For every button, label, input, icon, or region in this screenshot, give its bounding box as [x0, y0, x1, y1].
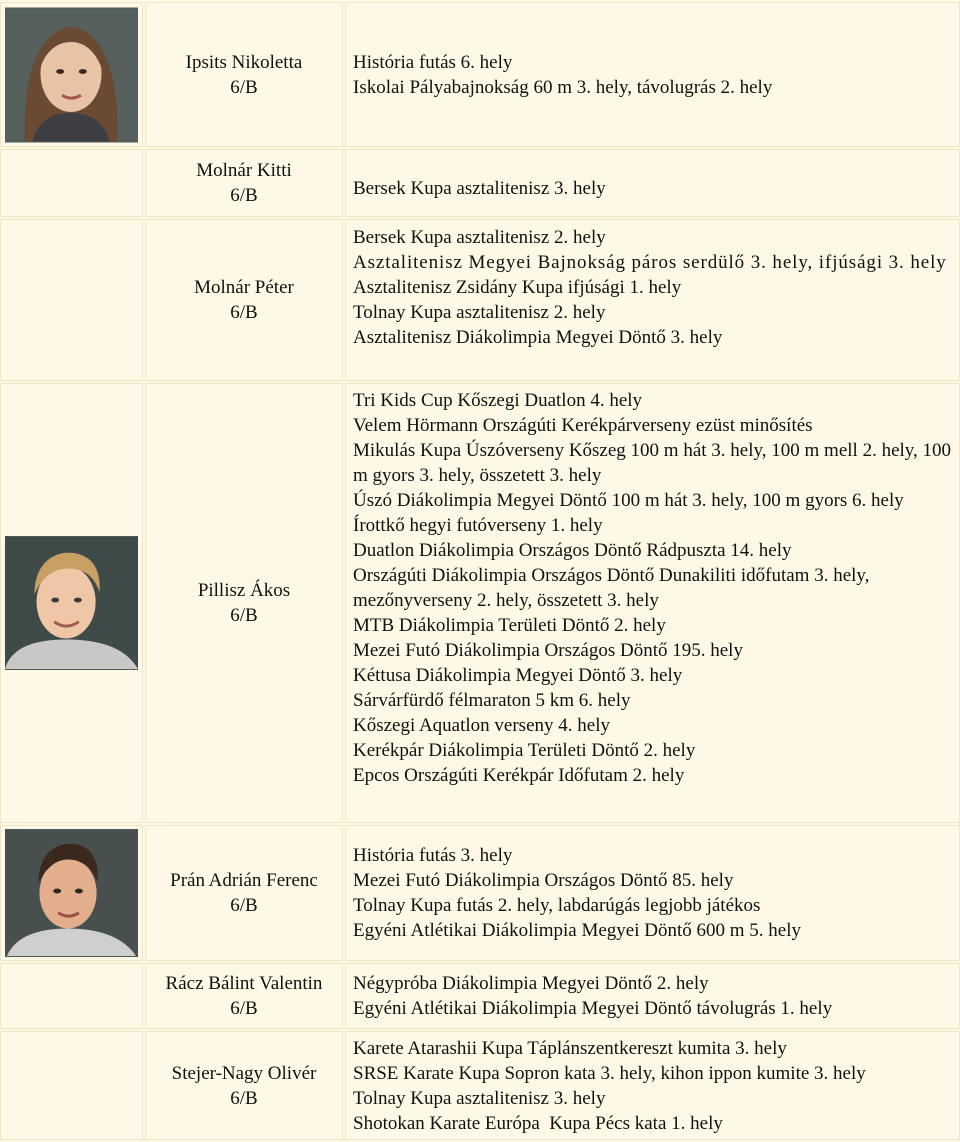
boy-portrait-blond-icon: [5, 536, 138, 670]
table-row: [0, 2, 960, 147]
achievement-item: História futás 3. hely: [353, 845, 513, 866]
name-cell: [145, 149, 343, 217]
name-cell: [145, 825, 343, 961]
student-class: 6/B: [230, 1087, 258, 1109]
table-row: [0, 383, 960, 823]
student-name: Rácz Bálint Valentin: [165, 973, 323, 994]
achievements-cell: [345, 825, 960, 961]
table-row: [0, 963, 960, 1029]
student-class: 6/B: [230, 605, 258, 626]
achievements-cell: [345, 383, 960, 823]
name-cell: [145, 383, 343, 823]
boy-portrait-dark-icon: [5, 829, 138, 957]
student-name: Molnár Kitti: [196, 160, 292, 181]
student-class: 6/B: [230, 76, 258, 98]
achievements-cell: [345, 1031, 960, 1140]
achievement-item: Egyéni Atlétikai Diákolimpia Megyei Döntő 600 m 5. hely: [353, 920, 802, 941]
student-name: Pillisz Ákos: [197, 580, 291, 601]
achievement-item: Írottkő hegyi futóverseny 1. hely: [353, 515, 603, 536]
student-class: 6/B: [230, 302, 258, 323]
name-cell: [145, 2, 343, 147]
achievement-item: Mezei Futó Diákolimpia Országos Döntő 85. hely: [353, 870, 734, 891]
student-name: Prán Adrián Ferenc: [170, 870, 318, 891]
photo-cell: [0, 1031, 143, 1140]
photo-cell: [0, 825, 143, 961]
achievement-item: História futás 6. hely: [353, 51, 513, 73]
achievement-item: Asztalitenisz Megyei Bajnokság páros serdülő 3. hely, ifjúsági 3. hely: [353, 252, 947, 273]
student-class: 6/B: [230, 185, 258, 206]
achievement-item: Tolnay Kupa asztalitenisz 2. hely: [353, 302, 606, 323]
achievement-item: Úszó Diákolimpia Megyei Döntő 100 m hát 3. hely, 100 m gyors 6. hely: [353, 490, 904, 511]
achievements-cell: [345, 149, 960, 217]
achievement-item: Karete Atarashii Kupa Táplánszentkereszt kumita 3. hely: [353, 1037, 787, 1059]
student-name: Stejer-Nagy Olivér: [171, 1062, 317, 1084]
table-row: [0, 1031, 960, 1140]
achievement-item: Velem Hörmann Országúti Kerékpárverseny ezüst minősítés: [353, 415, 813, 436]
table-row: [0, 825, 960, 961]
achievements-cell: [345, 219, 960, 381]
achievement-item: SRSE Karate Kupa Sopron kata 3. hely, kihon ippon kumite 3. hely: [353, 1062, 866, 1084]
photo-cell: [0, 2, 143, 147]
student-name: Ipsits Nikoletta: [185, 51, 303, 73]
achievement-item: Shotokan Karate Európa Kupa Pécs kata 1. hely: [353, 1112, 723, 1134]
achievement-item: Négypróba Diákolimpia Megyei Döntő 2. hely: [353, 973, 709, 994]
achievement-item: Tolnay Kupa asztalitenisz 3. hely: [353, 1087, 606, 1109]
table-row: [0, 219, 960, 381]
achievements-cell: [345, 963, 960, 1029]
achievements-cell: [345, 2, 960, 147]
student-class: 6/B: [230, 998, 258, 1019]
student-photo: [5, 7, 138, 142]
achievement-item: Tri Kids Cup Kőszegi Duatlon 4. hely: [353, 390, 643, 411]
achievement-item: Bersek Kupa asztalitenisz 2. hely: [353, 227, 606, 248]
student-class: 6/B: [230, 895, 258, 916]
photo-cell: [0, 149, 143, 217]
table-row: [0, 149, 960, 217]
achievement-item: Egyéni Atlétikai Diákolimpia Megyei Döntő távolugrás 1. hely: [353, 998, 833, 1019]
achievement-item: Kerékpár Diákolimpia Területi Döntő 2. hely: [353, 740, 696, 761]
achievement-item: Országúti Diákolimpia Országos Döntő Dunakiliti időfutam 3. hely, mezőnyverseny 2. hely, összetett 3. hely: [353, 565, 870, 611]
achievement-item: Kőszegi Aquatlon verseny 4. hely: [353, 715, 610, 736]
achievement-item: Asztalitenisz Diákolimpia Megyei Döntő 3. hely: [353, 327, 723, 348]
name-cell: [145, 219, 343, 381]
achievement-item: Kéttusa Diákolimpia Megyei Döntő 3. hely: [353, 665, 683, 686]
name-cell: [145, 1031, 343, 1140]
achievement-item: Tolnay Kupa futás 2. hely, labdarúgás legjobb játékos: [353, 895, 761, 916]
photo-cell: [0, 383, 143, 823]
photo-cell: [0, 963, 143, 1029]
achievement-item: Mikulás Kupa Úszóverseny Kőszeg 100 m hát 3. hely, 100 m mell 2. hely, 100 m gyors 3. hely, összetett 3. hely: [353, 440, 952, 486]
photo-cell: [0, 219, 143, 381]
achievement-item: Bersek Kupa asztalitenisz 3. hely: [353, 178, 606, 199]
student-photo: [5, 536, 138, 670]
achievement-item: MTB Diákolimpia Területi Döntő 2. hely: [353, 615, 666, 636]
student-photo: [5, 829, 138, 957]
achievement-item: Iskolai Pályabajnokság 60 m 3. hely, távolugrás 2. hely: [353, 76, 773, 98]
student-name: Molnár Péter: [194, 277, 294, 298]
achievement-item: Duatlon Diákolimpia Országos Döntő Rádpuszta 14. hely: [353, 540, 792, 561]
achievement-item: Sárvárfürdő félmaraton 5 km 6. hely: [353, 690, 631, 711]
girl-portrait-icon: [5, 7, 138, 142]
achievement-item: Mezei Futó Diákolimpia Országos Döntő 195. hely: [353, 640, 743, 661]
achievement-item: Asztalitenisz Zsidány Kupa ifjúsági 1. hely: [353, 277, 682, 298]
achievement-item: Epcos Országúti Kerékpár Időfutam 2. hely: [353, 765, 685, 786]
name-cell: [145, 963, 343, 1029]
